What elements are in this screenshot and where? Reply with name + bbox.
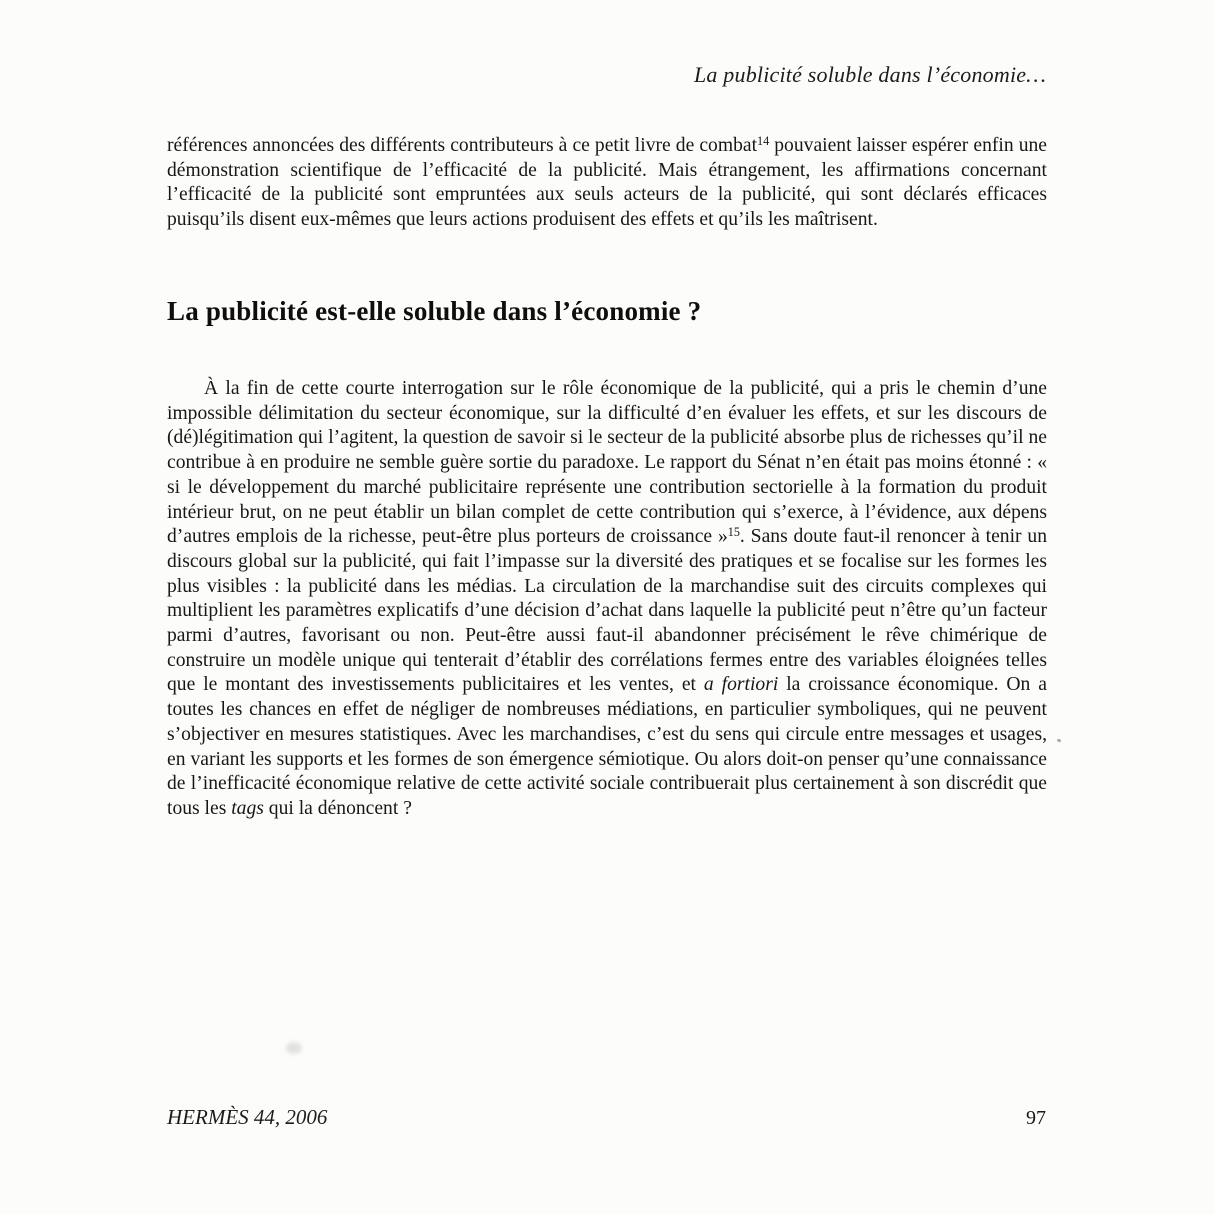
page-footer [167, 1105, 1046, 1130]
running-header: La publicité soluble dans l’économie… [693, 62, 1046, 87]
paragraph-body: À la fin de cette courte interrogation sur le rôle économique de la publicité, qui a pris le chemin d’une impossible délimitation du secteur économique, sur la difficulté d’en évaluer les effets, et sur les discours de (dé)légitimation qui l’agitent, la question de savoir si le secteur de la publicité absorbe plus de richesses qu’il ne contribue à en produire ne semble guère sortie du paradoxe. Le rapport du Sénat n’en était pas moins étonné : « si le développement du marché publicitaire représente une contribution sectorielle à la formation du produit intérieur brut, on ne peut établir un bilan complet de cette contribution qui s’exerce, à l’évidence, aux dépens d’autres emplois de la richesse, peut-être plus porteurs de croissance »$^{15}$. Sans doute faut-il renoncer à tenir un discours global sur la publicité, qui fait l’impasse sur la diversité des pratiques et se focalise sur les formes les plus visibles : la publicité dans les médias. La circulation de la marchandise suit des circuits complexes qui multiplient les paramètres explicatifs d’une décision d’achat dans laquelle la publicité peut n’être qu’un facteur parmi d’autres, favorisant ou non. Peut-être aussi faut-il abandonner précisément le rêve chimérique de construire un modèle unique qui tenterait d’établir des corrélations fermes entre des variables éloignées telles que le montant des investissements publicitaires et les ventes, et a fortiori la croissance économique. On a toutes les chances en effet de négliger de nombreuses médiations, en particulier symboliques, qui ne peuvent s’objectiver en mesures statistiques. Avec les marchandises, c’est du sens qui circule entre messages et usages, en variant les supports et les formes de son émergence sémiotique. Ou alors doit-on penser qu’une connaissance de l’inefficacité économique relative de cette activité sociale contribuerait plus certainement à son discrédit que tous les tags qui la dénoncent ? [167, 378, 1047, 819]
section-heading: La publicité est-elle soluble dans l’économie ? [167, 296, 702, 326]
scan-speck [286, 1042, 302, 1054]
scan-speck [1057, 738, 1062, 742]
paragraph-continuation: références annoncées des différents contributeurs à ce petit livre de combat$^{14}$ pouvaient laisser espérer enfin une démonstration scientifique de l’efficacité de la publicité. Mais étrangement, les affirmations concernant l’efficacité de la publicité sont empruntées aux seuls acteurs de la publicité, qui sont déclarés efficaces puisqu’ils disent eux-mêmes que leurs actions produisent des effets et qu’ils les maîtrisent. [167, 134, 1047, 231]
journal-citation: HERMÈS 44, 2006 [167, 1105, 328, 1129]
page-number: 97 [1026, 1107, 1046, 1129]
